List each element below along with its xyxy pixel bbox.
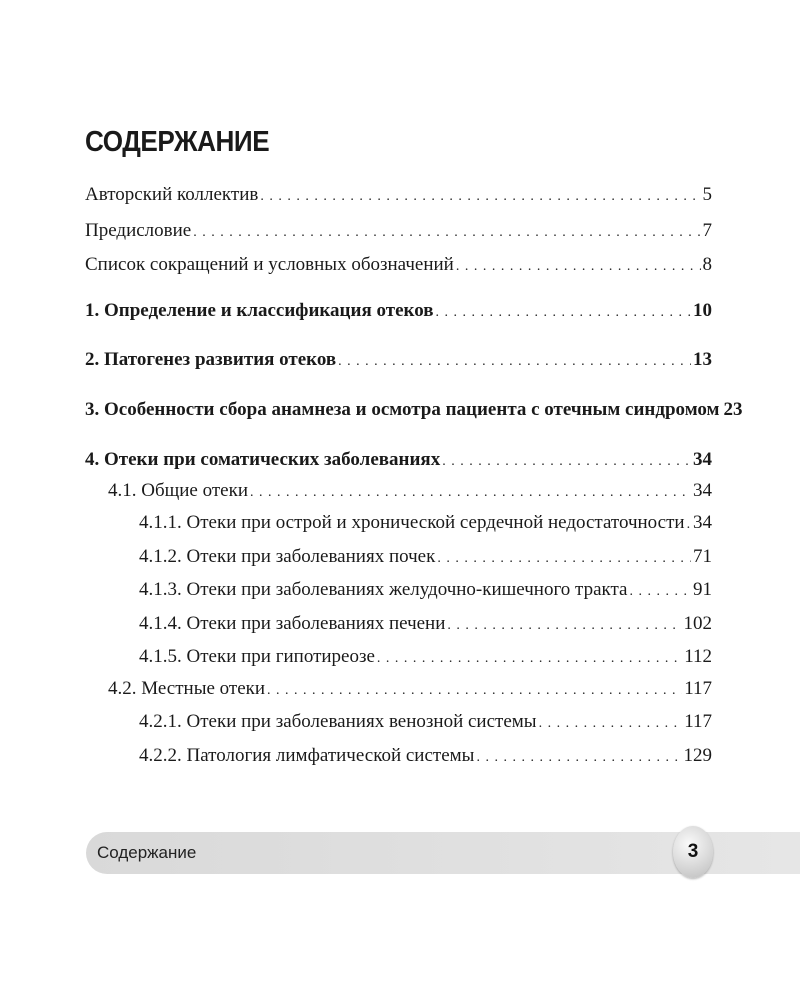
toc-entry-section-4-1-5[interactable]: [139, 645, 712, 671]
toc-entry-title: Список сокращений и условных обозначений: [85, 254, 454, 275]
toc-entry-page: 13: [693, 349, 712, 370]
toc-entry-title: 4. Отеки при соматических заболеваниях: [85, 449, 441, 470]
toc-entry-abbreviations[interactable]: [85, 253, 712, 279]
toc-entry-title: 4.1.1. Отеки при острой и хронической сердечной недостаточности: [139, 512, 685, 533]
toc-leader-dots: [539, 712, 683, 736]
toc-entry-section-4-2-1[interactable]: [139, 710, 712, 736]
toc-leader-dots: [260, 185, 700, 209]
toc-entry-section-4-2-2[interactable]: [139, 744, 712, 770]
toc-entry-chapter-4[interactable]: [85, 448, 712, 474]
footer-section-label: Содержание: [97, 843, 197, 862]
toc-entry-page: 10: [693, 300, 712, 321]
toc-leader-dots: [456, 255, 701, 279]
toc-leader-dots: [437, 547, 691, 571]
toc-leader-dots: [436, 301, 692, 325]
toc-entry-page: 5: [702, 184, 712, 205]
toc-entry-page: 129: [683, 745, 712, 766]
toc-leader-dots: [377, 647, 682, 671]
toc-entry-page: 34: [693, 512, 712, 533]
toc-entry-page: 34: [693, 480, 712, 501]
toc-entry-page: 112: [684, 646, 712, 667]
toc-entry-page: 102: [683, 613, 712, 634]
toc-entry-title: 4.2.2. Патология лимфатической системы: [139, 745, 475, 766]
toc-leader-dots: [267, 679, 682, 703]
toc-entry-title: 4.2.1. Отеки при заболеваниях венозной системы: [139, 711, 537, 732]
toc-entry-section-4-1-4[interactable]: [139, 612, 712, 638]
toc-entry-title: 1. Определение и классификация отеков: [85, 300, 434, 321]
toc-entry-title: Предисловие: [85, 220, 192, 241]
toc-leader-dots: [442, 450, 691, 474]
toc-leader-dots: [629, 580, 691, 604]
toc-entry-page: 117: [684, 678, 712, 699]
toc-entry-page: 91: [693, 579, 712, 600]
toc-entry-title: 3. Особенности сбора анамнеза и осмотра пациента с отечным синдромом: [85, 399, 720, 420]
toc-leader-dots: [687, 513, 691, 537]
toc-leader-dots: [338, 350, 691, 374]
toc-entry-page: 34: [693, 449, 712, 470]
toc-entry-section-4-1-2[interactable]: [139, 545, 712, 571]
toc-entry-title: 2. Патогенез развития отеков: [85, 349, 337, 370]
toc-entry-page: 23: [723, 399, 743, 420]
toc-entry-preface[interactable]: [85, 219, 712, 245]
toc-entry-title: 4.1.3. Отеки при заболеваниях желудочно-кишечного тракта: [139, 579, 628, 600]
toc-leader-dots: [250, 481, 691, 505]
toc-entry-chapter-1[interactable]: [85, 299, 712, 325]
toc-entry-page: 7: [702, 220, 712, 241]
toc-entry-page: 117: [684, 711, 712, 732]
page-number-badge: 3: [673, 826, 713, 878]
toc-entry-page: 71: [693, 546, 712, 567]
toc-entry-chapter-3[interactable]: [85, 398, 743, 424]
toc-entry-page: 8: [702, 254, 712, 275]
toc-entry-title: Авторский коллектив: [85, 184, 259, 205]
toc-entry-section-4-2[interactable]: [108, 677, 712, 703]
toc-entry-chapter-2[interactable]: [85, 348, 712, 374]
toc-entry-title: 4.1.4. Отеки при заболеваниях печени: [139, 613, 446, 634]
toc-entry-authors[interactable]: [85, 183, 712, 209]
page-title: СОДЕРЖАНИЕ: [85, 126, 270, 158]
toc-entry-title: 4.1. Общие отеки: [108, 480, 249, 501]
toc-entry-title: 4.1.2. Отеки при заболеваниях почек: [139, 546, 436, 567]
toc-entry-section-4-1-3[interactable]: [139, 578, 712, 604]
toc-entry-section-4-1[interactable]: [108, 479, 712, 505]
toc-entry-title: 4.1.5. Отеки при гипотиреозе: [139, 646, 375, 667]
toc-leader-dots: [193, 221, 700, 245]
toc-leader-dots: [447, 614, 681, 638]
toc-leader-dots: [476, 746, 681, 770]
toc-entry-section-4-1-1[interactable]: [139, 511, 712, 537]
toc-entry-title: 4.2. Местные отеки: [108, 678, 266, 699]
